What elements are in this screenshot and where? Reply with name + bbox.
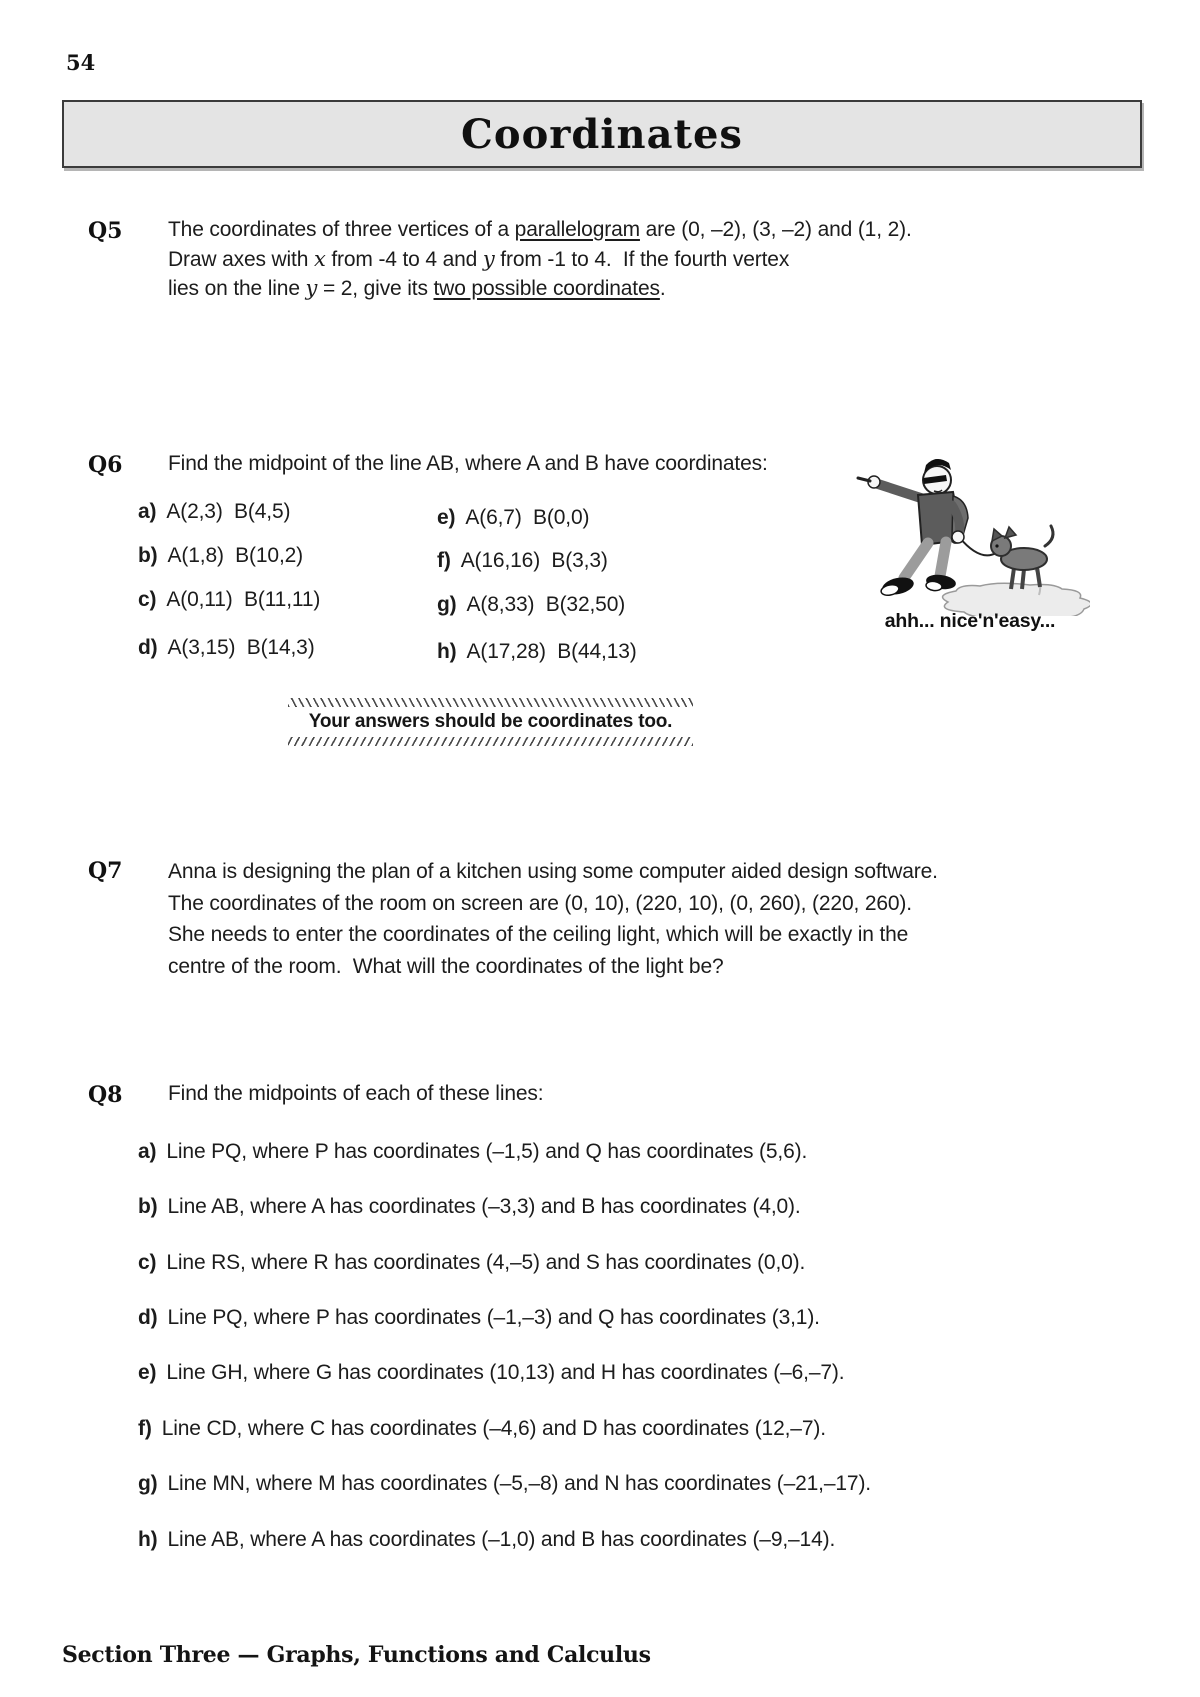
page-footer: Section Three — Graphs, Functions and Calculus xyxy=(62,1642,651,1668)
item-label: h) xyxy=(437,640,457,663)
item-label: e) xyxy=(437,506,456,529)
q6-item-a xyxy=(138,500,290,524)
item-label: g) xyxy=(138,1472,158,1495)
item-text: A(0,11) B(11,11) xyxy=(166,588,321,611)
page-number: 54 xyxy=(66,50,96,75)
item-text: A(6,7) B(0,0) xyxy=(465,506,590,529)
item-label: a) xyxy=(138,1140,157,1163)
note-hatch-bottom xyxy=(288,737,693,746)
q6-item-b xyxy=(138,544,303,568)
item-label: d) xyxy=(138,1306,158,1329)
item-text: A(3,15) B(14,3) xyxy=(167,636,315,659)
q6-item-c xyxy=(138,588,320,612)
q5-line-1 xyxy=(168,216,912,245)
item-text: Line PQ, where P has coordinates (–1,5) and Q has coordinates (5,6). xyxy=(166,1140,808,1163)
q8-prompt: Find the midpoints of each of these lines: xyxy=(168,1082,544,1105)
q5-line-3 xyxy=(168,274,912,304)
q5-text xyxy=(168,216,912,304)
q6-prompt: Find the midpoint of the line AB, where A and B have coordinates: xyxy=(168,452,768,475)
item-label: f) xyxy=(138,1417,152,1440)
q5-line3-segment: . xyxy=(659,277,666,300)
cartoon-man-walking-dog xyxy=(838,448,1090,616)
item-label: b) xyxy=(138,1195,158,1218)
q7-line-1: Anna is designing the plan of a kitchen using some computer aided design software. xyxy=(168,860,938,883)
q8-item-f xyxy=(138,1417,826,1441)
page-title: Coordinates xyxy=(461,110,743,158)
answers-note xyxy=(288,698,693,746)
q8-item-e xyxy=(138,1361,844,1385)
item-label: c) xyxy=(138,588,157,611)
item-text: Line GH, where G has coordinates (10,13) and H has coordinates (–6,–7). xyxy=(166,1361,845,1384)
q6-item-f xyxy=(437,549,608,573)
item-text: Line MN, where M has coordinates (–5,–8) and N has coordinates (–21,–17). xyxy=(167,1472,871,1495)
item-label: a) xyxy=(138,500,157,523)
item-text: A(17,28) B(44,13) xyxy=(466,640,637,663)
q5-line1-segment: are (0, –2), (3, –2) and (1, 2). xyxy=(639,218,912,241)
q5-line3-segment: = 2, give its xyxy=(317,277,434,300)
item-text: Line CD, where C has coordinates (–4,6) and D has coordinates (12,–7). xyxy=(161,1417,826,1440)
variable-x: x xyxy=(313,246,326,271)
q5-underlined-two-possible-coordinates: two possible coordinates xyxy=(433,277,660,300)
item-text: Line AB, where A has coordinates (–3,3) and B has coordinates (4,0). xyxy=(167,1195,801,1218)
q5-line1-segment: The coordinates of three vertices of a xyxy=(168,218,515,241)
dog xyxy=(991,526,1053,589)
q6-item-e xyxy=(437,506,589,530)
item-text: A(1,8) B(10,2) xyxy=(167,544,304,567)
q8-item-a xyxy=(138,1140,807,1164)
man xyxy=(858,459,968,597)
q7-line-3: She needs to enter the coordinates of the ceiling light, which will be exactly in the xyxy=(168,923,909,946)
item-text: A(2,3) B(4,5) xyxy=(166,500,291,523)
q8-item-g xyxy=(138,1472,871,1496)
q6-item-g xyxy=(437,593,625,617)
q5-line3-segment: lies on the line xyxy=(168,277,306,300)
q6-label: Q6 xyxy=(88,452,123,478)
item-label: g) xyxy=(437,593,457,616)
item-label: h) xyxy=(138,1528,158,1551)
item-label: b) xyxy=(138,544,158,567)
item-text: Line AB, where A has coordinates (–1,0) and B has coordinates (–9,–14). xyxy=(167,1528,836,1551)
item-text: Line PQ, where P has coordinates (–1,–3) and Q has coordinates (3,1). xyxy=(167,1306,820,1329)
item-text: A(8,33) B(32,50) xyxy=(466,593,626,616)
q7-line-2: The coordinates of the room on screen are (0, 10), (220, 10), (0, 260), (220, 260). xyxy=(168,891,912,915)
q8-item-c xyxy=(138,1251,805,1275)
item-label: d) xyxy=(138,636,158,659)
q6-item-d xyxy=(138,636,315,660)
q7-line-4: centre of the room. What will the coordinates of the light be? xyxy=(168,954,724,978)
cartoon-caption: ahh... nice'n'easy... xyxy=(884,610,1056,632)
q8-label: Q8 xyxy=(88,1082,123,1108)
item-label: c) xyxy=(138,1251,157,1274)
q7-label: Q7 xyxy=(88,858,123,884)
q5-line2-segment: from -4 to 4 and xyxy=(325,247,483,271)
item-label: f) xyxy=(437,549,451,572)
note-hatch-top xyxy=(288,698,693,707)
item-text: Line RS, where R has coordinates (4,–5) and S has coordinates (0,0). xyxy=(166,1251,806,1274)
q8-item-b xyxy=(138,1195,801,1219)
item-text: A(16,16) B(3,3) xyxy=(460,549,608,572)
note-text: Your answers should be coordinates too. xyxy=(308,711,673,732)
variable-y: y xyxy=(482,246,495,271)
title-banner xyxy=(62,100,1142,168)
q8-item-d xyxy=(138,1306,820,1330)
q5-line2-segment: from -1 to 4. If the fourth vertex xyxy=(494,247,790,271)
q5-underlined-parallelogram: parallelogram xyxy=(514,218,640,241)
q7-text xyxy=(168,856,938,982)
q6-item-h xyxy=(437,640,637,664)
q8-item-h xyxy=(138,1528,835,1552)
variable-y: y xyxy=(305,276,318,300)
q5-line2-segment: Draw axes with xyxy=(168,247,314,271)
q5-label: Q5 xyxy=(88,218,123,244)
q5-line-2 xyxy=(168,245,912,275)
item-label: e) xyxy=(138,1361,157,1384)
